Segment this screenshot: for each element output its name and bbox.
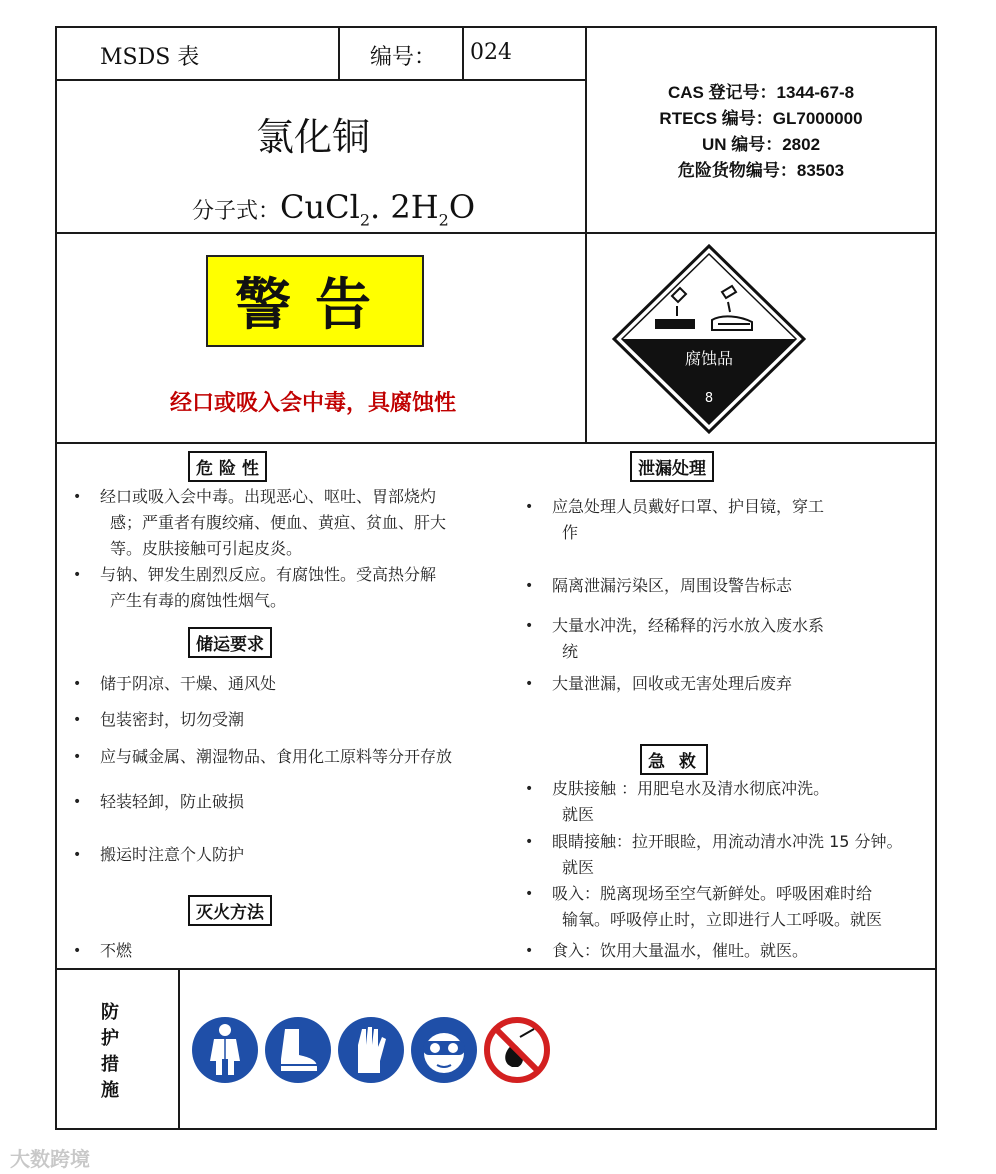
dangerous-goods-number: 危险货物编号：83503 <box>677 161 845 180</box>
storage-item: • 应与碱金属、潮湿物品、食用化工原料等分开存放 <box>73 747 453 766</box>
storage-item: • 搬运时注意个人防护 <box>73 845 245 864</box>
spill-item: • 应急处理人员戴好口罩、护目镜，穿工 作 <box>525 497 825 542</box>
fire-item: • 不燃 <box>73 941 133 960</box>
storage-item: • 轻装轻卸，防止破损 <box>73 792 245 811</box>
storage-item: • 包装密封，切勿受潮 <box>73 710 245 729</box>
first-aid-item: • 皮肤接触 ：用肥皂水及清水彻底冲洗。 就医 <box>525 779 830 824</box>
divider-vertical-top <box>585 26 587 444</box>
danger-item: • 经口或吸入会中毒。出现恶心、呕吐、胃部烧灼 感；严重者有腹绞痛、便血、黄疸、贫血、肝大 等。皮肤接触可引起皮炎。 <box>73 487 447 558</box>
divider-row-4 <box>55 968 937 970</box>
section-title-spill: 泄漏处理 <box>630 451 714 482</box>
storage-item: • 储于阴凉、干燥、通风处 <box>73 674 277 693</box>
rtecs-number: RTECS 编号：GL7000000 <box>659 109 863 128</box>
divider-header-1 <box>338 26 340 80</box>
divider-row-2 <box>55 232 937 234</box>
un-number: UN 编号：2802 <box>701 135 821 154</box>
hazard-class-label: 腐蚀品 <box>684 349 734 368</box>
first-aid-item: • 食入：饮用大量温水，催吐。就医。 <box>525 941 809 960</box>
divider-header-2 <box>462 26 464 80</box>
hazard-class-number: 8 <box>704 391 714 406</box>
spill-item: • 隔离泄漏污染区，周围设警告标志 <box>525 576 793 595</box>
formula-value: CuCl$_2$. $2H_2O$ <box>280 188 476 230</box>
protection-label: 防 护 措 施 <box>101 1002 119 1101</box>
identifier-block <box>600 80 922 184</box>
spill-item: • 大量泄漏，回收或无害处理后废弃 <box>525 674 793 693</box>
protective-suit-icon <box>190 1015 260 1085</box>
danger-item: • 与钠、钾发生剧烈反应。有腐蚀性。受高热分解 产生有毒的腐蚀性烟气。 <box>73 565 437 610</box>
molecular-formula <box>192 188 475 229</box>
no-fire-icon <box>482 1015 552 1085</box>
hazard-statement: 经口或吸入会中毒，具腐蚀性 <box>169 391 456 416</box>
protective-gloves-icon <box>336 1015 406 1085</box>
section-title-fire: 灭火方法 <box>188 895 272 926</box>
divider-header-row <box>55 79 585 81</box>
divider-row-3 <box>55 442 937 444</box>
msds-label: MSDS 表 <box>100 45 200 70</box>
watermark: 大数跨境 <box>10 1147 90 1171</box>
section-title-first-aid: 急 救 <box>640 744 708 775</box>
formula-label: 分子式： <box>192 199 281 224</box>
number-label: 编号： <box>370 45 437 70</box>
section-title-storage: 储运要求 <box>188 627 272 658</box>
number-value: 024 <box>470 40 512 65</box>
cas-number: CAS 登记号：1344-67-8 <box>667 83 855 102</box>
warning-box: 警告 <box>206 255 424 347</box>
divider-protection <box>178 968 180 1130</box>
corrosive-diamond-icon <box>612 244 806 434</box>
goggles-icon <box>409 1015 479 1085</box>
chemical-name: 氯化铜 <box>256 115 371 159</box>
first-aid-item: • 吸入：脱离现场至空气新鲜处。呼吸困难时给 输氧。呼吸停止时，立即进行人工呼吸。就医 <box>525 884 883 929</box>
first-aid-item: • 眼睛接触：拉开眼睑，用流动清水冲洗 15 分钟。 就医 <box>525 832 903 877</box>
safety-boots-icon <box>263 1015 333 1085</box>
spill-item: • 大量水冲洗，经稀释的污水放入废水系 统 <box>525 616 825 661</box>
section-title-danger: 危 险 性 <box>188 451 267 482</box>
